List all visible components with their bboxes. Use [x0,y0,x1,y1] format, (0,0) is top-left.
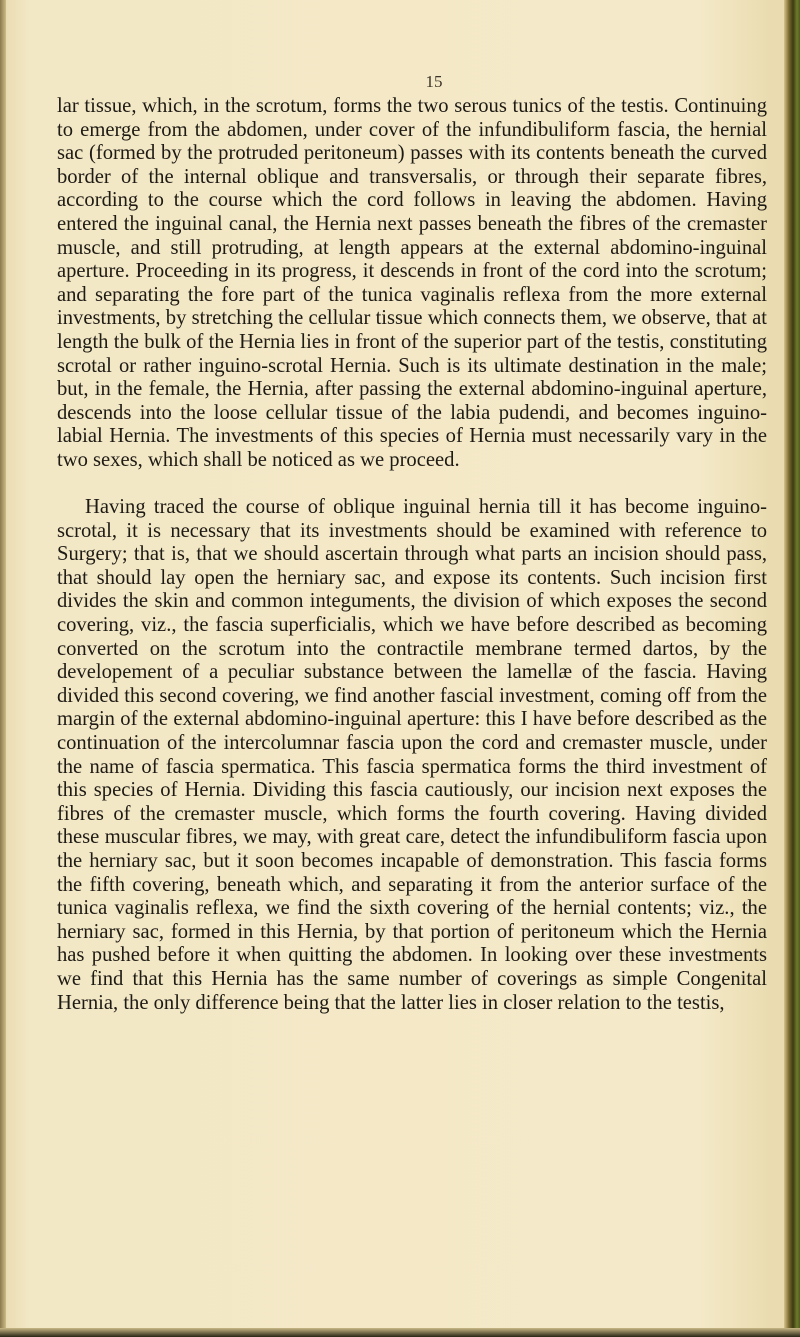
page-left-edge [0,0,6,1337]
paragraph-1: lar tissue, which, in the scrotum, forms the two serous tunics of the testis. Continuing to emerge from the abdomen, under cover of the infundibuliform fascia, the hernial sac (formed by the protruded peritoneum) passes with its contents beneath the curved border of the internal oblique and transversalis, or through their separate fibres, according to the course which the cord follows in leaving the abdomen. Having entered the inguinal canal, the Hernia next passes beneath the fibres of the cremaster muscle, and still protruding, at length appears at the external abdomino-inguinal aperture. Proceeding in its progress, it descends in front of the cord into the scrotum; and separating the fore part of the tunica vaginalis reflexa from the more external investments, by stretching the cellular tissue which connects them, we observe, that at length the bulk of the Hernia lies in front of the superior part of the testis, constituting scrotal or rather inguino-scrotal Hernia. Such is its ultimate destination in the male; but, in the female, the Hernia, after passing the external abdomino-inguinal aperture, descends into the loose cellular tissue of the labia pudendi, and becomes inguino-labial Hernia. The investments of this species of Hernia must necessarily vary in the two sexes, which shall be noticed as we proceed. [57,95,767,471]
page-number: 15 [425,72,443,91]
page-binding-gutter [784,0,800,1337]
body-text [57,95,767,1015]
page-bottom-edge [0,1328,800,1337]
paragraph-2: Having traced the course of oblique inguinal hernia till it has become inguino-scrotal, it is necessary that its investments should be examined with reference to Surgery; that is, that we should ascertain through what parts an incision should pass, that should lay open the herniary sac, and expose its contents. Such incision first divides the skin and common integuments, the division of which exposes the second covering, viz., the fascia superficialis, which we have before described as becoming converted on the scrotum into the contractile membrane termed dartos, by the developement of a peculiar substance between the lamellæ of the fascia. Having divided this second covering, we find another fascial investment, coming off from the margin of the external abdomino-inguinal aperture: this I have before described as the continuation of the intercolumnar fascia upon the cord and cremaster muscle, under the name of fascia spermatica. This fascia spermatica forms the third investment of this species of Hernia. Dividing this fascia cautiously, our incision next exposes the fibres of the cremaster muscle, which forms the fourth covering. Having divided these muscular fibres, we may, with great care, detect the infundibuliform fascia upon the herniary sac, but it soon becomes incapable of demonstration. This fascia forms the fifth covering, beneath which, and separating it from the anterior surface of the tunica vaginalis reflexa, we find the sixth covering of the hernial contents; viz., the herniary sac, formed in this Hernia, by that portion of peritoneum which the Hernia has pushed before it when quitting the abdomen. In looking over these investments we find that this Hernia has the same number of coverings as simple Congenital Hernia, the only difference being that the latter lies in closer relation to the testis, [57,496,767,1014]
